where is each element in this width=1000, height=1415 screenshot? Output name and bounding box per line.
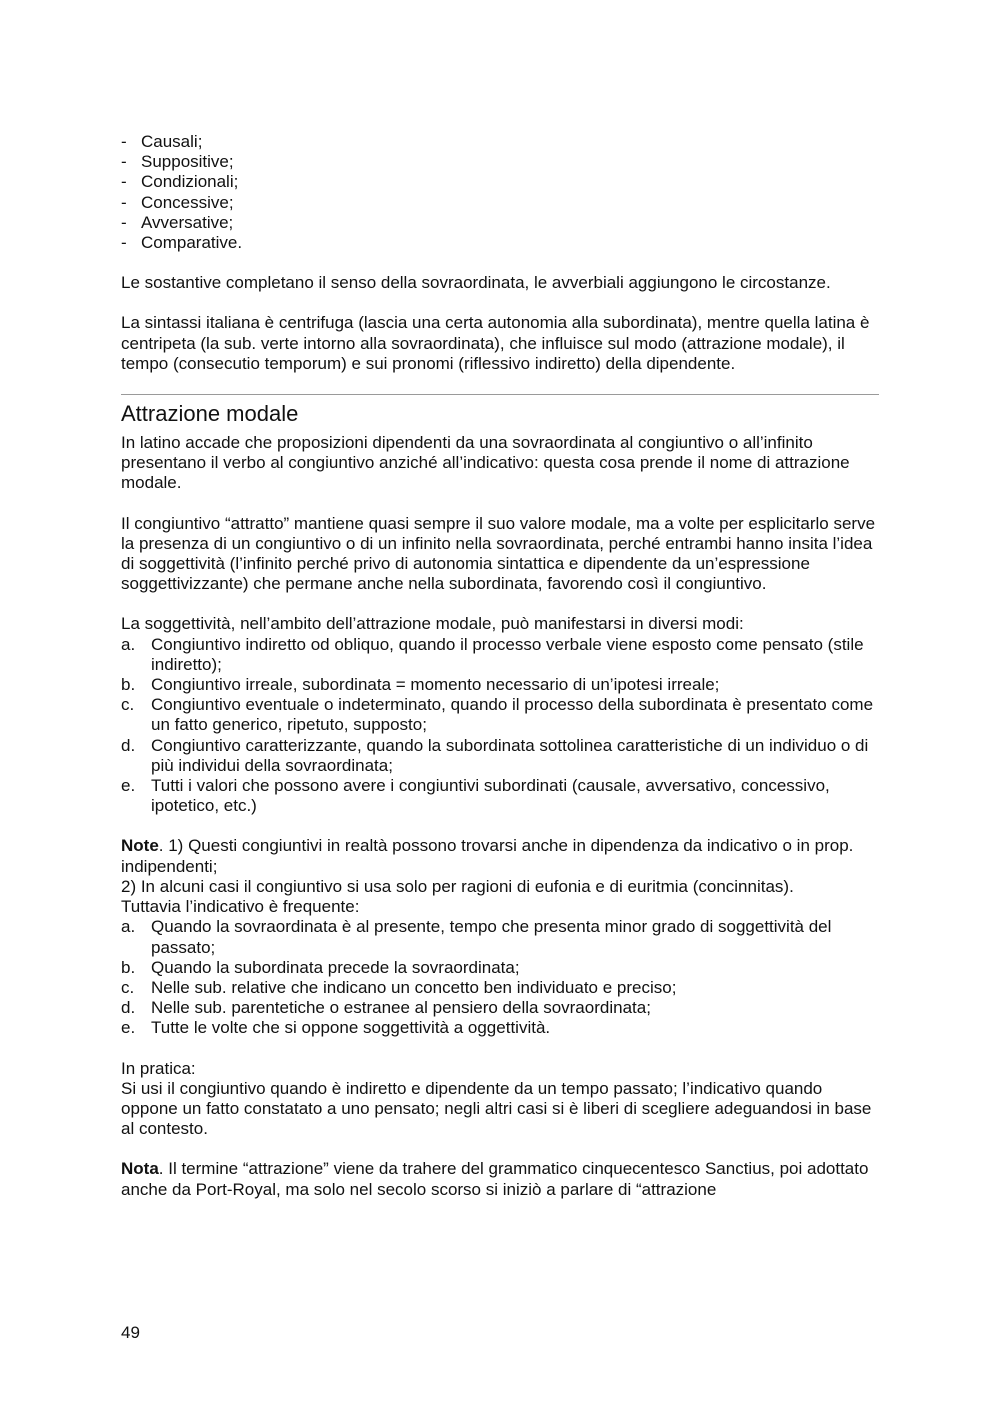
page-content [121,132,881,1200]
paragraph: Si usi il congiuntivo quando è indiretto e dipendente da un tempo passato; l’indicativo quando oppone un fatto constatato a uno pensato; negli altri casi si è liberi di scegliere adeguandosi in base al contesto. [121,1078,872,1139]
subjectivity-list [121,635,881,817]
list-marker: a. [121,634,136,654]
list-item [121,193,881,213]
list-item [121,213,881,233]
list-item-text: Causali; [141,132,203,151]
list-item [121,695,881,735]
note-paragraph: 2) In alcuni casi il congiuntivo si usa solo per ragioni di eufonia e di euritmia (concinnitas). [121,876,794,896]
note-paragraph [121,1159,881,1199]
list-item-text: Suppositive; [141,152,234,172]
dash-bullet: - [121,152,127,172]
list-item [121,132,881,152]
note-paragraph [121,836,881,876]
list-marker: c. [121,977,135,997]
list-item-text: Congiuntivo caratterizzante, quando la subordinata sottolinea caratteristiche di un individuo o di più individui della sovraordinata; [151,735,869,775]
list-item-text: Nelle sub. relative che indicano un concetto ben individuato e preciso; [151,977,677,997]
list-item [121,776,881,816]
dash-bullet: - [121,212,127,232]
subordinate-types-list [121,132,881,253]
list-item [121,635,881,675]
list-item-text: Comparative. [141,233,243,253]
list-item [121,736,881,776]
list-item [121,152,881,172]
list-item-text: Tutti i valori che possono avere i congiuntivi subordinati (causale, avversativo, concessivo, ipotetico, etc.) [151,776,830,816]
list-marker: b. [121,675,136,695]
dash-bullet: - [121,132,127,151]
paragraph: Le sostantive completano il senso della sovraordinata, le avverbiali aggiungono le circostanze. [121,273,831,293]
paragraph: Il congiuntivo “attratto” mantiene quasi sempre il suo valore modale, ma a volte per esplicitarlo serve la presenza di un congiuntivo o di un infinito nella sovraordinata, perché entrambi hanno insita l’idea di soggettività (l’infinito perché privo di autonomia sintattica e dipendente da un’espressione soggettivizzante) che permane anche nella subordinata, favorendo così il congiuntivo. [121,513,876,594]
page-number: 49 [121,1323,140,1342]
list-item [121,233,881,253]
list-marker: b. [121,957,136,977]
dash-bullet: - [121,172,127,192]
list-marker: d. [121,998,136,1018]
list-item [121,958,881,978]
list-item [121,675,881,695]
indicative-cases-list [121,917,881,1038]
list-item-text: Congiuntivo indiretto od obliquo, quando il processo verbale viene esposto come pensato (stile indiretto); [151,634,864,674]
dash-bullet: - [121,233,127,253]
list-item-text: Nelle sub. parentetiche o estranee al pensiero della sovraordinata; [151,998,651,1018]
list-marker: c. [121,695,135,715]
section-divider [121,394,879,395]
note-text: . 1) Questi congiuntivi in realtà possono trovarsi anche in dipendenza da indicativo o in prop. indipendenti; [121,836,854,876]
list-item-text: Congiuntivo eventuale o indeterminato, quando il processo della subordinata è presentato come un fatto generico, ripetuto, supposto; [151,695,874,735]
paragraph: La sintassi italiana è centrifuga (lascia una certa autonomia alla subordinata), mentre quella latina è centripeta (la sub. verte intorno alla sovraordinata), che influisce sul modo (attrazione modale), il tempo (consecutio temporum) e sui pronomi (riflessivo indiretto) della dipendente. [121,313,870,373]
note-text: . Il termine “attrazione” viene da trahere del grammatico cinquecentesco Sanctius, poi adottato anche da Port-Royal, ma solo nel secolo scorso si iniziò a parlare di “attrazione [121,1159,869,1199]
list-item-text: Congiuntivo irreale, subordinata = momento necessario di un’ipotesi irreale; [151,675,720,695]
list-item [121,917,881,957]
list-marker: e. [121,776,136,796]
list-marker: d. [121,735,136,755]
list-item [121,172,881,192]
list-marker: a. [121,917,136,937]
list-item-text: Tutte le volte che si oppone soggettività a oggettività. [151,1018,551,1038]
list-item [121,1018,881,1038]
paragraph: In pratica: [121,1058,196,1078]
list-item-text: Quando la subordinata precede la sovraordinata; [151,957,520,977]
paragraph: La soggettività, nell’ambito dell’attrazione modale, può manifestarsi in diversi modi: [121,614,744,634]
list-item [121,978,881,998]
list-marker: e. [121,1018,136,1038]
list-item [121,998,881,1018]
dash-bullet: - [121,192,127,212]
section-title: Attrazione modale [121,401,299,427]
list-item-text: Condizionali; [141,172,239,192]
list-item-text: Quando la sovraordinata è al presente, tempo che presenta minor grado di soggettività del passato; [151,917,832,957]
paragraph: In latino accade che proposizioni dipendenti da una sovraordinata al congiuntivo o all’infinito presentano il verbo al congiuntivo anziché all’indicativo: questa cosa prende il nome di attrazione modale. [121,433,850,493]
note-paragraph: Tuttavia l’indicativo è frequente: [121,897,360,917]
list-item-text: Concessive; [141,192,234,212]
note-label: Nota [121,1159,159,1179]
note-label: Note [121,836,159,856]
list-item-text: Avversative; [141,212,234,232]
